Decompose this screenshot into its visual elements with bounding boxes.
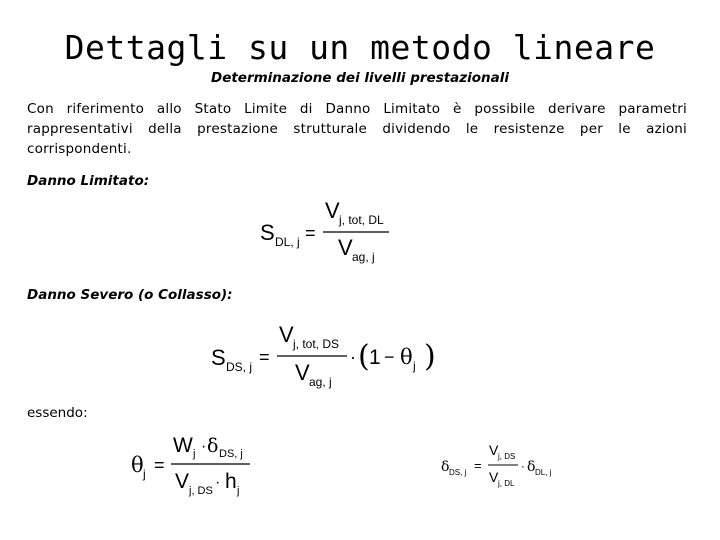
page-title: Dettagli su un metodo lineare xyxy=(64,28,656,67)
formula-ds-close-paren: ) xyxy=(424,339,436,374)
formula-theta xyxy=(127,428,262,500)
formula-theta-num-dot: · xyxy=(201,438,207,455)
formula-dl-numerator: V xyxy=(325,198,340,223)
formula-delta xyxy=(438,438,563,493)
formula-dl-lhs-sub: DL, j xyxy=(275,235,300,249)
formula-ds-one: 1 xyxy=(369,346,381,369)
formula-ds-denominator-sub: ag, j xyxy=(309,375,332,389)
formula-theta-lhs-sub: j xyxy=(143,467,146,481)
label-essendo: essendo: xyxy=(27,405,88,421)
formula-ds-equals: = xyxy=(259,347,270,367)
formula-theta-den-h: h xyxy=(225,470,237,493)
formula-theta-den-v: V xyxy=(175,470,190,493)
formula-theta-den-dot: · xyxy=(215,474,221,491)
formula-theta-den-h-sub: j xyxy=(237,485,240,497)
formula-ds-open-paren: ( xyxy=(358,339,370,374)
formula-ds-minus: − xyxy=(384,347,395,367)
formula-delta-numerator-sub: j, DS xyxy=(498,452,516,461)
formula-dl-denominator: V xyxy=(338,235,353,260)
formula-delta-denominator-sub: j, DL xyxy=(498,479,515,488)
page-subtitle: Determinazione dei livelli prestazionali xyxy=(210,70,510,86)
label-danno-limitato: Danno Limitato: xyxy=(27,173,150,189)
formula-delta-denominator: V xyxy=(489,469,499,485)
formula-danno-severo xyxy=(206,318,446,398)
formula-ds-lhs: S xyxy=(211,345,226,370)
formula-ds-dot: · xyxy=(350,347,356,367)
formula-dl-numerator-sub: j, tot, DL xyxy=(339,213,384,227)
formula-ds-lhs-sub: DS, j xyxy=(226,360,253,374)
formula-theta-equals: = xyxy=(154,455,165,475)
formula-ds-theta-sub: j xyxy=(413,359,416,373)
formula-dl-equals: = xyxy=(305,223,316,243)
formula-dl-lhs: S xyxy=(260,220,275,245)
formula-ds-theta: θ xyxy=(400,345,413,369)
formula-theta-den-v-sub: j, DS xyxy=(189,485,213,497)
formula-delta-rhs-sub: DL, j xyxy=(535,468,552,477)
formula-delta-lhs: δ xyxy=(441,459,450,475)
intro-paragraph: Con riferimento allo Stato Limite di Danno Limitato è possibile derivare parametri rappresentativi della prestazione strutturale dividendo le resistenze per le azioni corrispondenti. xyxy=(27,101,687,157)
formula-delta-dot: · xyxy=(521,459,525,473)
formula-ds-denominator: V xyxy=(295,360,310,385)
formula-delta-rhs: δ xyxy=(527,459,536,475)
formula-delta-lhs-sub: DS, j xyxy=(449,468,467,477)
formula-danno-limitato xyxy=(255,194,405,274)
formula-delta-numerator: V xyxy=(489,442,499,458)
formula-theta-num-w: W xyxy=(173,434,193,457)
formula-theta-lhs: θ xyxy=(131,453,144,477)
formula-ds-numerator: V xyxy=(279,322,294,347)
formula-ds-numerator-sub: j, tot, DS xyxy=(293,337,340,351)
formula-delta-equals: = xyxy=(474,458,482,473)
formula-dl-denominator-sub: ag, j xyxy=(352,250,375,264)
formula-theta-num-delta-sub: DS, j xyxy=(219,448,243,460)
formula-theta-num-w-sub: j xyxy=(193,448,196,460)
formula-theta-num-delta: δ xyxy=(207,435,219,457)
label-danno-severo: Danno Severo (o Collasso): xyxy=(27,287,233,303)
